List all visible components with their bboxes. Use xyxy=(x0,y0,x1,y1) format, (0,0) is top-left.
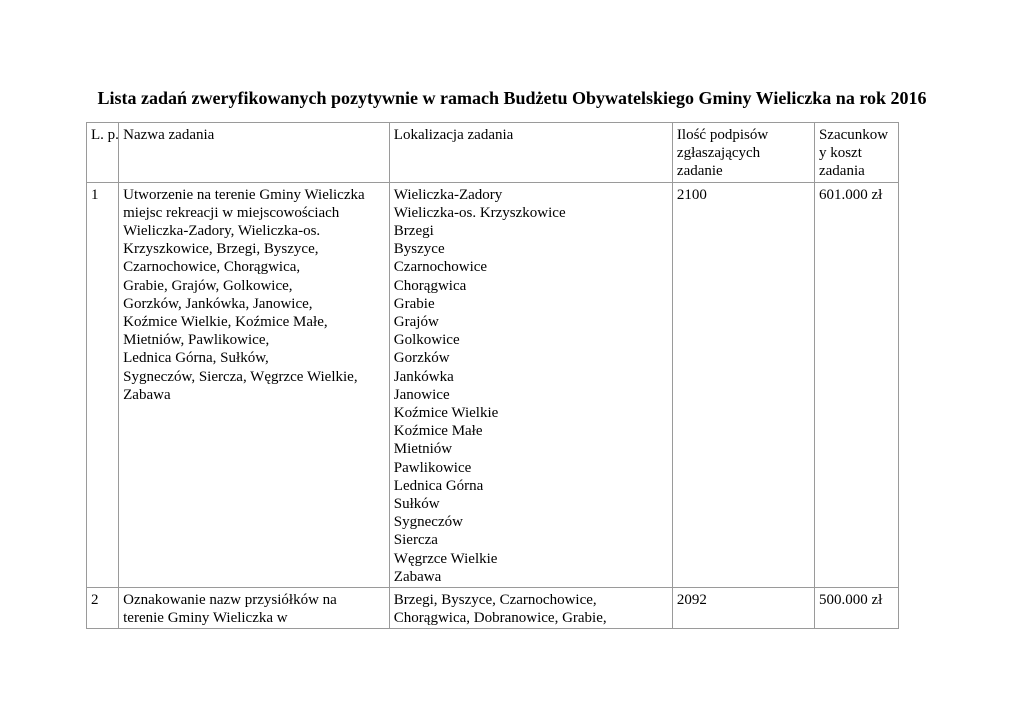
cell-line: Czarnochowice, Chorągwica, xyxy=(123,259,301,276)
table-row xyxy=(87,588,899,629)
cell-line: Mietniów xyxy=(393,441,453,458)
cell-line: Mietniów, Pawlikowice, xyxy=(123,332,270,349)
header-signatures-line: zgłaszających xyxy=(676,145,761,162)
cell-line: Lednica Górna xyxy=(393,477,484,494)
cell-line: Brzegi, Byszyce, Czarnochowice, xyxy=(393,592,597,609)
task-name-lines xyxy=(123,591,386,627)
location-lines xyxy=(394,591,669,627)
cell-line: Zabawa xyxy=(393,568,442,585)
cell-line: terenie Gminy Wieliczka w xyxy=(123,610,288,627)
location-lines xyxy=(394,186,669,586)
row-signatures: 2092 xyxy=(672,588,814,629)
cell-line: Zabawa xyxy=(123,386,171,403)
row-location xyxy=(389,588,672,629)
row-location xyxy=(389,182,672,587)
cell-line: Byszyce xyxy=(393,241,445,258)
cell-line: Oznakowanie nazw przysiółków na xyxy=(123,592,337,609)
cell-line: Sułków xyxy=(393,496,440,513)
header-signatures-line: Ilość podpisów xyxy=(676,127,769,143)
cell-line: Koźmice Małe xyxy=(393,423,483,440)
row-task-name xyxy=(119,588,390,629)
row-lp: 2 xyxy=(87,588,119,629)
header-lp: L. p. xyxy=(87,123,119,183)
cell-line: Sygneczów xyxy=(393,514,463,531)
cell-line: Wieliczka-Zadory, Wieliczka-os. xyxy=(123,223,321,240)
cell-line: Siercza xyxy=(393,532,438,549)
cell-line: Gorzków xyxy=(393,350,450,367)
row-cost: 601.000 zł xyxy=(814,182,898,587)
header-signatures-line: zadanie xyxy=(676,163,723,180)
cell-line: Krzyszkowice, Brzegi, Byszyce, xyxy=(123,241,319,258)
task-name-lines xyxy=(123,186,386,404)
cell-line: Wieliczka-os. Krzyszkowice xyxy=(393,204,566,221)
cell-line: Chorągwica xyxy=(393,277,467,294)
header-task-name: Nazwa zadania xyxy=(119,123,390,183)
row-signatures: 2100 xyxy=(672,182,814,587)
row-lp: 1 xyxy=(87,182,119,587)
cell-line: Golkowice xyxy=(393,332,460,349)
cell-line: Czarnochowice xyxy=(393,259,488,276)
cell-line: Sygneczów, Siercza, Węgrzce Wielkie, xyxy=(123,368,358,385)
cell-line: miejsc rekreacji w miejscowościach xyxy=(123,204,340,221)
header-cost xyxy=(814,123,898,183)
cell-line: Koźmice Wielkie xyxy=(393,405,499,422)
cell-line: Jankówka xyxy=(393,368,454,385)
row-task-name xyxy=(119,182,390,587)
row-cost: 500.000 zł xyxy=(814,588,898,629)
cell-line: Janowice xyxy=(393,386,450,403)
header-location: Lokalizacja zadania xyxy=(389,123,672,183)
table-row xyxy=(87,182,899,587)
header-signatures xyxy=(672,123,814,183)
cell-line: Grajów xyxy=(393,314,439,331)
header-cost-line: Szacunkow xyxy=(818,127,889,143)
cell-line: Utworzenie na terenie Gminy Wieliczka xyxy=(123,186,365,203)
tasks-table xyxy=(86,122,899,629)
cell-line: Węgrzce Wielkie xyxy=(393,550,498,567)
cell-line: Lednica Górna, Sułków, xyxy=(123,350,269,367)
cell-line: Grabie xyxy=(393,295,435,312)
cell-line: Gorzków, Jankówka, Janowice, xyxy=(123,295,313,312)
cell-line: Wieliczka-Zadory xyxy=(393,186,503,203)
header-cost-line: y koszt xyxy=(818,145,862,162)
cell-line: Koźmice Wielkie, Koźmice Małe, xyxy=(123,314,328,331)
cell-line: Grabie, Grajów, Golkowice, xyxy=(123,277,293,294)
page-title: Lista zadań zweryfikowanych pozytywnie w ramach Budżetu Obywatelskiego Gminy Wieliczka na rok 2016 xyxy=(97,88,927,108)
table-header-row xyxy=(87,123,899,183)
cell-line: Pawlikowice xyxy=(393,459,472,476)
cell-line: Brzegi xyxy=(393,223,434,240)
header-cost-line: zadania xyxy=(818,163,865,180)
cell-line: Chorągwica, Dobranowice, Grabie, xyxy=(393,610,607,627)
